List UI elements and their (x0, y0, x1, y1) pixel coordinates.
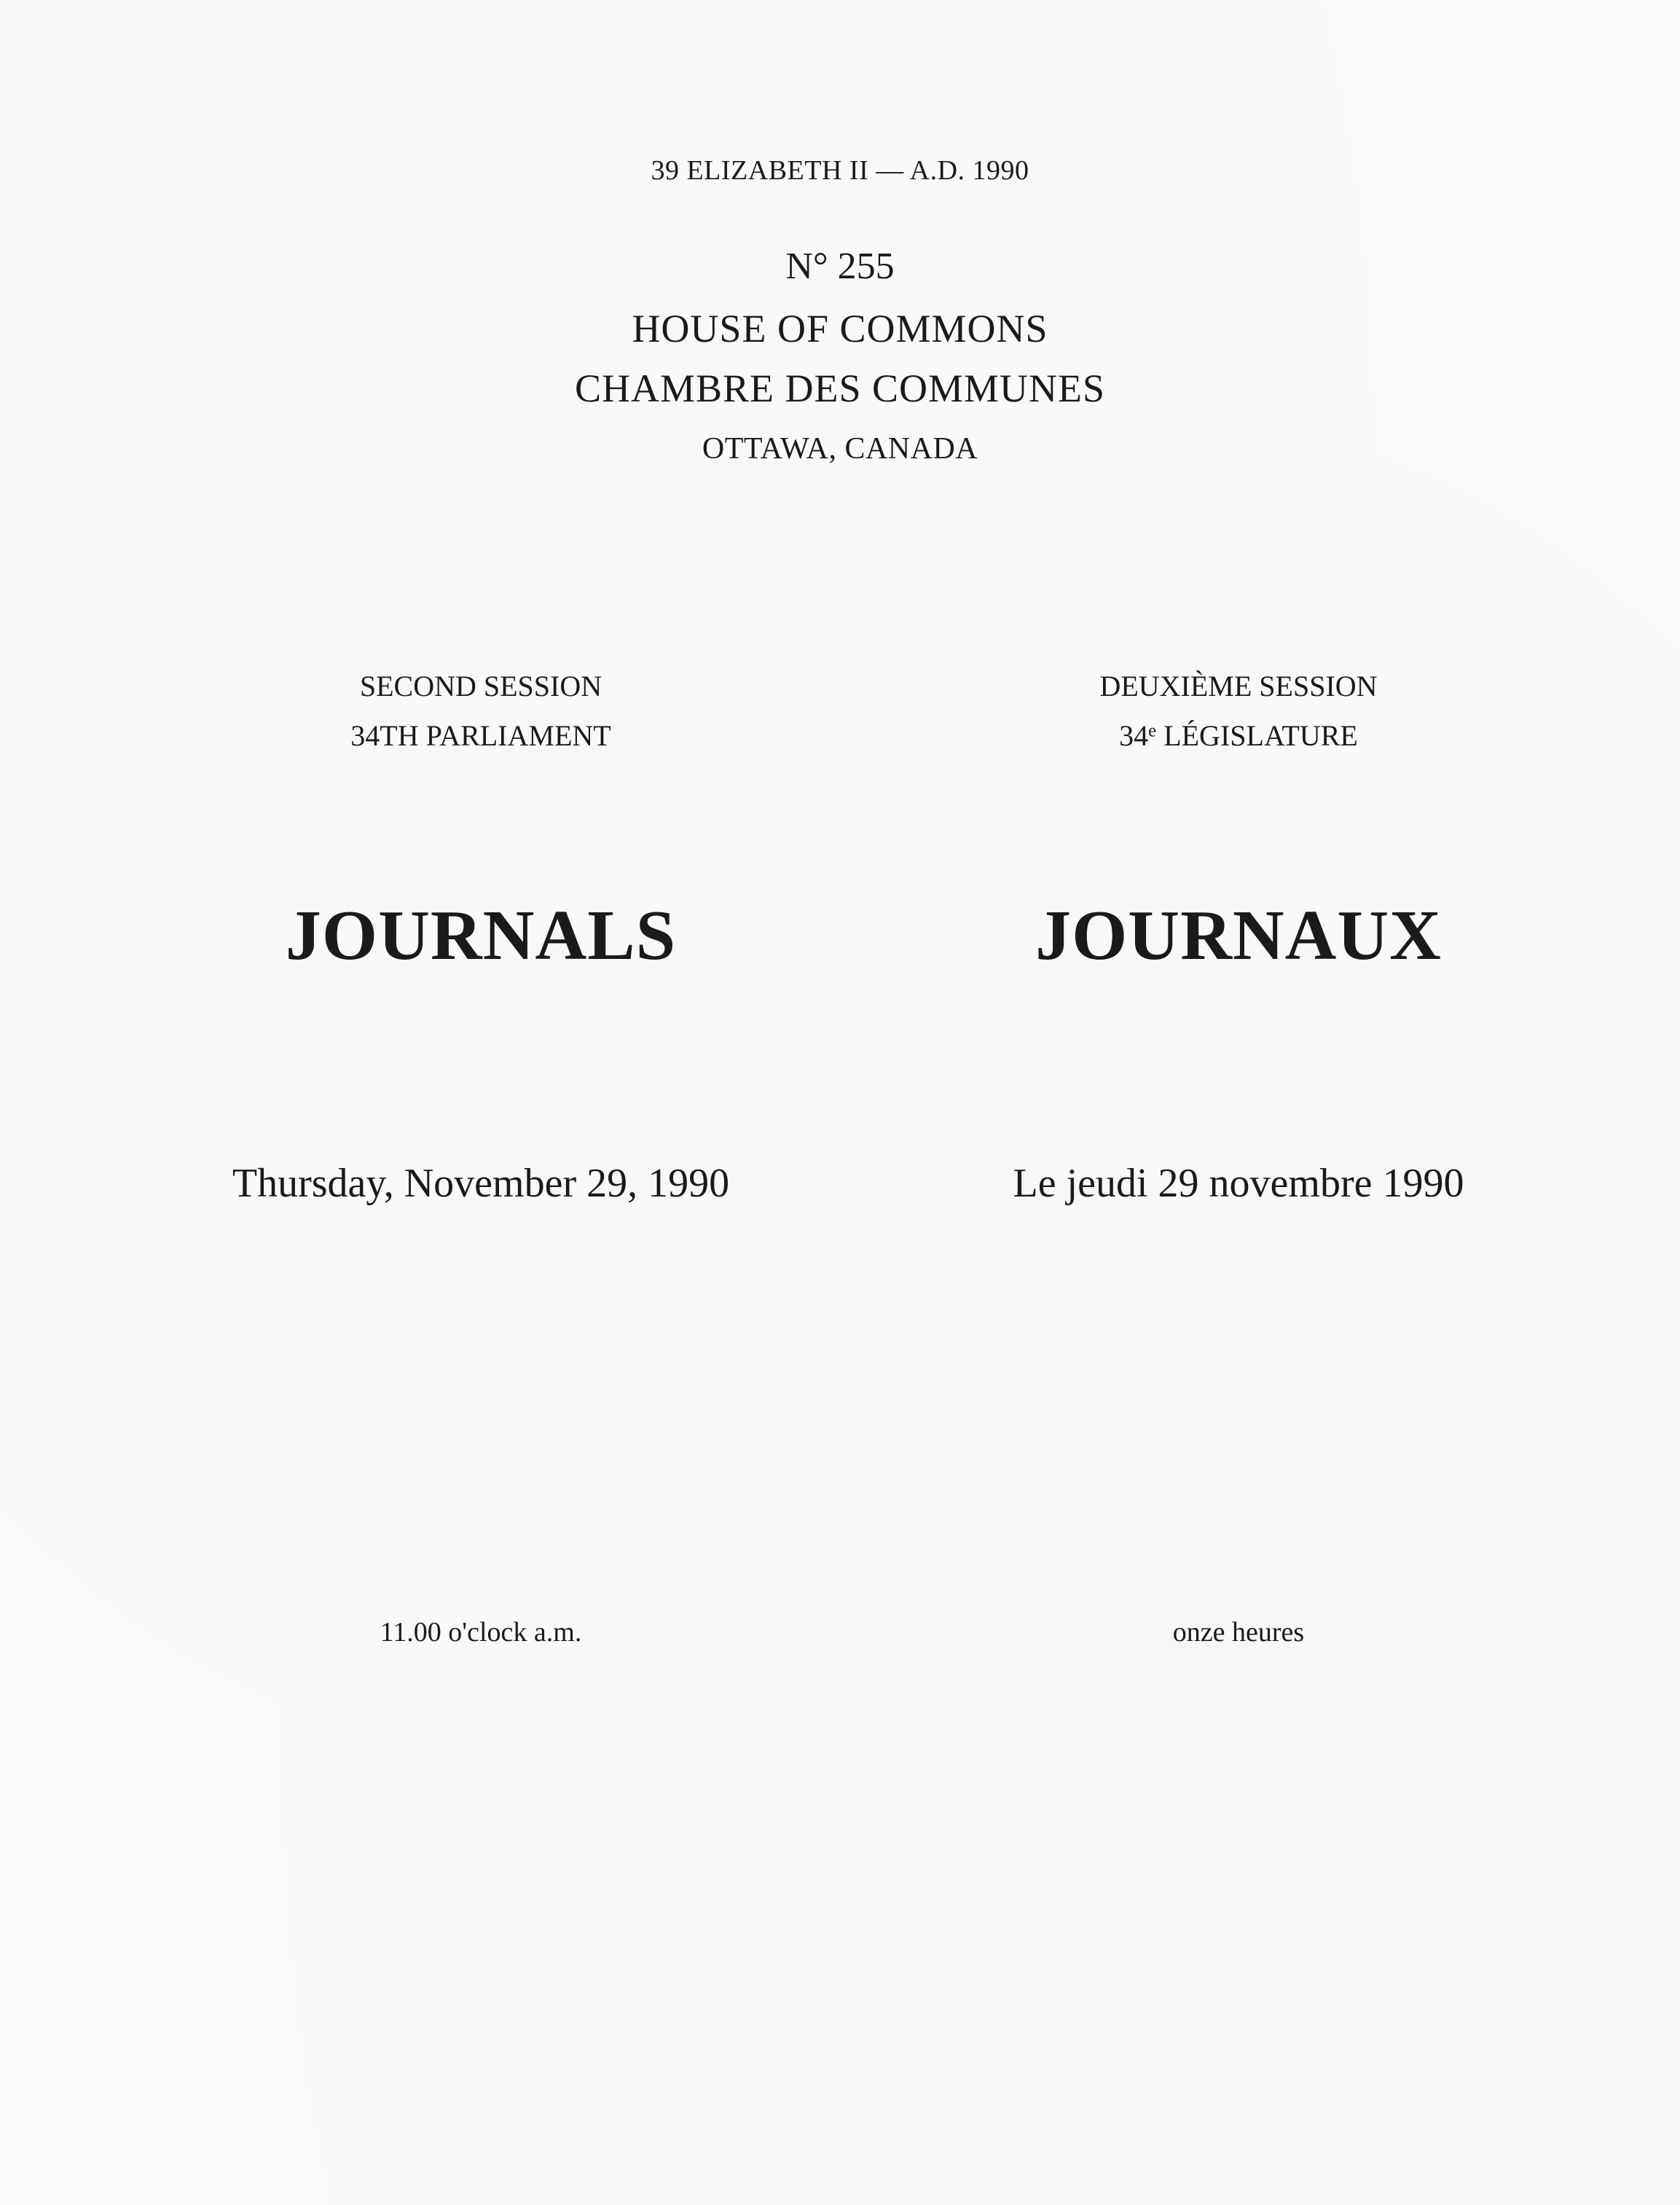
issue-number: N° 255 (785, 246, 895, 287)
legislature-word: LÉGISLATURE (1156, 719, 1358, 752)
parliament-english: 34TH PARLIAMENT (350, 719, 611, 752)
legislature-ordinal-suffix: e (1148, 721, 1157, 741)
sitting-time-english: 11.00 o'clock a.m. (380, 1617, 582, 1648)
sitting-time-french: onze heures (1172, 1617, 1305, 1648)
location: OTTAWA, CANADA (702, 432, 978, 466)
session-french: DEUXIÈME SESSION (1099, 670, 1378, 702)
journals-title-french: JOURNAUX (1035, 896, 1442, 975)
legislature-french (947, 718, 1530, 753)
date-french: Le jeudi 29 novembre 1990 (1013, 1161, 1464, 1206)
journals-title-english: JOURNALS (285, 896, 677, 975)
legislature-number: 34 (1119, 719, 1149, 752)
regnal-year: 39 ELIZABETH II — A.D. 1990 (651, 155, 1029, 186)
house-name-english: HOUSE OF COMMONS (632, 307, 1048, 350)
house-name-french: CHAMBRE DES COMMUNES (574, 367, 1106, 410)
date-english: Thursday, November 29, 1990 (232, 1161, 730, 1206)
session-english: SECOND SESSION (359, 670, 602, 702)
